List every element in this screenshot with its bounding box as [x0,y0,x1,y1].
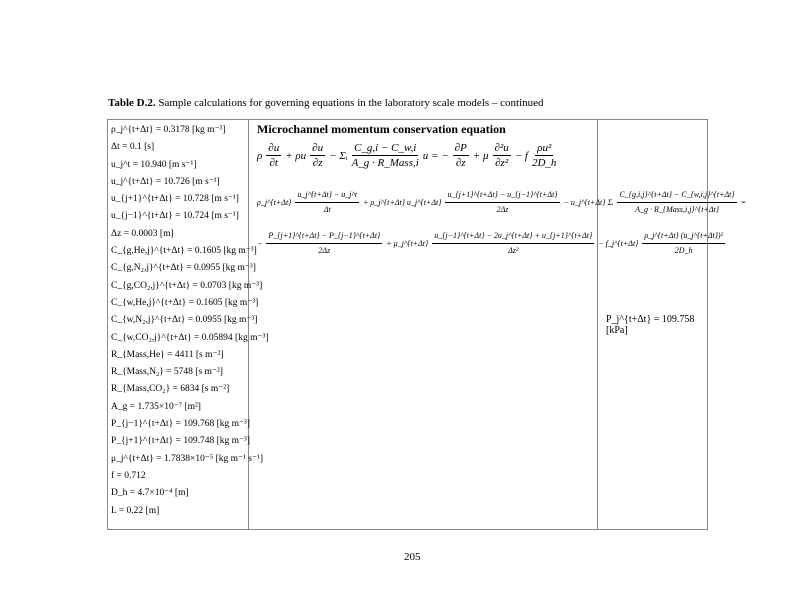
eq-term: ρ_j^{t+Δt} [257,198,292,207]
eq-term: − u_j^{t+Δt} Σᵢ [563,198,614,207]
input-value: P_{j−1}^{t+Δt} = 109.768 [kg m⁻³] [111,419,251,430]
input-value: C_{g,CO₂,j}^{t+Δt} = 0.0703 [kg m⁻³] [111,280,263,291]
caption-text: Sample calculations for governing equations in the laboratory scale models – continued [155,97,544,109]
input-value: f = 0.712 [111,470,146,481]
input-value: u_{j+1}^{t+Δt} = 10.728 [m s⁻¹] [111,194,239,205]
momentum-equation [257,141,597,170]
input-value: C_{w,CO₂,j}^{t+Δt} = 0.05894 [kg m⁻³] [111,332,269,343]
page-number: 205 [404,551,421,563]
eq-term: ρ [257,149,263,162]
eq-term: − f_j^{t+Δt} [598,239,639,248]
eq-num: ∂²u [494,142,509,154]
eq-term: u = − [422,149,449,162]
input-value: u_{j−1}^{t+Δt} = 10.724 [m s⁻¹] [111,211,239,222]
eq-term: − [257,239,263,248]
eq-den: ∂t [269,157,278,169]
equation-title: Microchannel momentum conservation equation [257,122,506,136]
input-value: R_{Mass,CO₂} = 6834 [s m⁻²] [111,384,230,395]
eq-den: Δt [323,205,331,214]
eq-num: ρ_j^{t+Δt} (u_j^{t+Δt})² [642,229,725,244]
result-column [598,120,707,529]
input-value: P_{j+1}^{t+Δt} = 109.748 [kg m⁻³] [111,436,251,447]
eq-num: ρu² [537,142,552,154]
eq-term: = [740,198,746,207]
eq-num: C_{g,i,j}^{t+Δt} − C_{w,i,j}^{t+Δt} [617,188,736,203]
input-values-column [108,120,269,529]
eq-num: P_{j+1}^{t+Δt} − P_{j−1}^{t+Δt} [266,229,382,244]
eq-den: 2D_h [674,246,693,255]
input-value: C_{g,He,j}^{t+Δt} = 0.1605 [kg m⁻³] [111,246,257,257]
input-value: D_h = 4.7×10⁻⁴ [m] [111,488,189,499]
input-value: C_{w,He,j}^{t+Δt} = 0.1605 [kg m⁻³] [111,297,259,308]
eq-term: + μ [472,149,489,162]
eq-den: 2Δz [496,205,509,214]
input-value: A_g = 1.735×10⁻⁷ [m²] [111,401,201,412]
table-caption [108,97,544,109]
eq-den: ∂z [312,157,323,169]
input-value: Δt = 0.1 [s] [111,142,155,153]
result-value: P_j^{t+Δt} = 109.758 [kPa] [606,313,695,336]
input-value: u_j^{t+Δt} = 10.726 [m s⁻¹] [111,176,220,187]
eq-den: A_g · R_{Mass,i,j}^{t+Δt} [635,205,719,214]
eq-den: Δz² [508,246,519,255]
eq-den: 2Δz [318,246,331,255]
eq-num: u_{j+1}^{t+Δt} − u_{j−1}^{t+Δt} [445,188,559,203]
eq-term: + ρ_j^{t+Δt} u_j^{t+Δt} [363,198,442,207]
eq-num: ∂u [268,142,280,154]
input-value: μ_j^{t+Δt} = 1.7838×10⁻⁵ [kg m⁻¹ s⁻¹] [111,453,263,464]
calculation-table [107,119,746,530]
eq-num: ∂P [454,142,467,154]
input-value: C_{g,N₂,j}^{t+Δt} = 0.0955 [kg m⁻³] [111,263,256,274]
eq-num: C_g,i − C_w,i [354,142,417,154]
eq-term: − f [514,149,528,162]
eq-term: + μ_j^{t+Δt} [386,239,429,248]
eq-num: u_{j−1}^{t+Δt} − 2u_j^{t+Δt} + u_{j+1}^{t+Δt} [432,229,594,244]
input-value: u_j^t = 10.940 [m s⁻¹] [111,159,197,170]
eq-term: + ρu [285,149,307,162]
caption-label: Table D.2. [108,97,156,109]
eq-num: ∂u [312,142,324,154]
input-value: R_{Mass,He} = 4411 [s m⁻²] [111,349,224,360]
eq-den: A_g · R_Mass,i [351,157,419,169]
eq-den: ∂z [455,157,466,169]
input-value: C_{w,N₂,j}^{t+Δt} = 0.0955 [kg m⁻³] [111,315,258,326]
input-value: Δz = 0.0003 [m] [111,228,174,239]
eq-num: u_j^{t+Δt} − u_j^t [295,188,359,203]
eq-den: 2D_h [531,157,557,169]
eq-den: ∂z² [495,157,509,169]
input-value: ρ_j^{t+Δt} = 0.3178 [kg m⁻³] [111,125,226,135]
eq-term: − Σᵢ [329,149,348,162]
input-value: L = 0.22 [m] [111,505,160,516]
input-value: R_{Mass,N₂} = 5748 [s m⁻²] [111,367,223,378]
